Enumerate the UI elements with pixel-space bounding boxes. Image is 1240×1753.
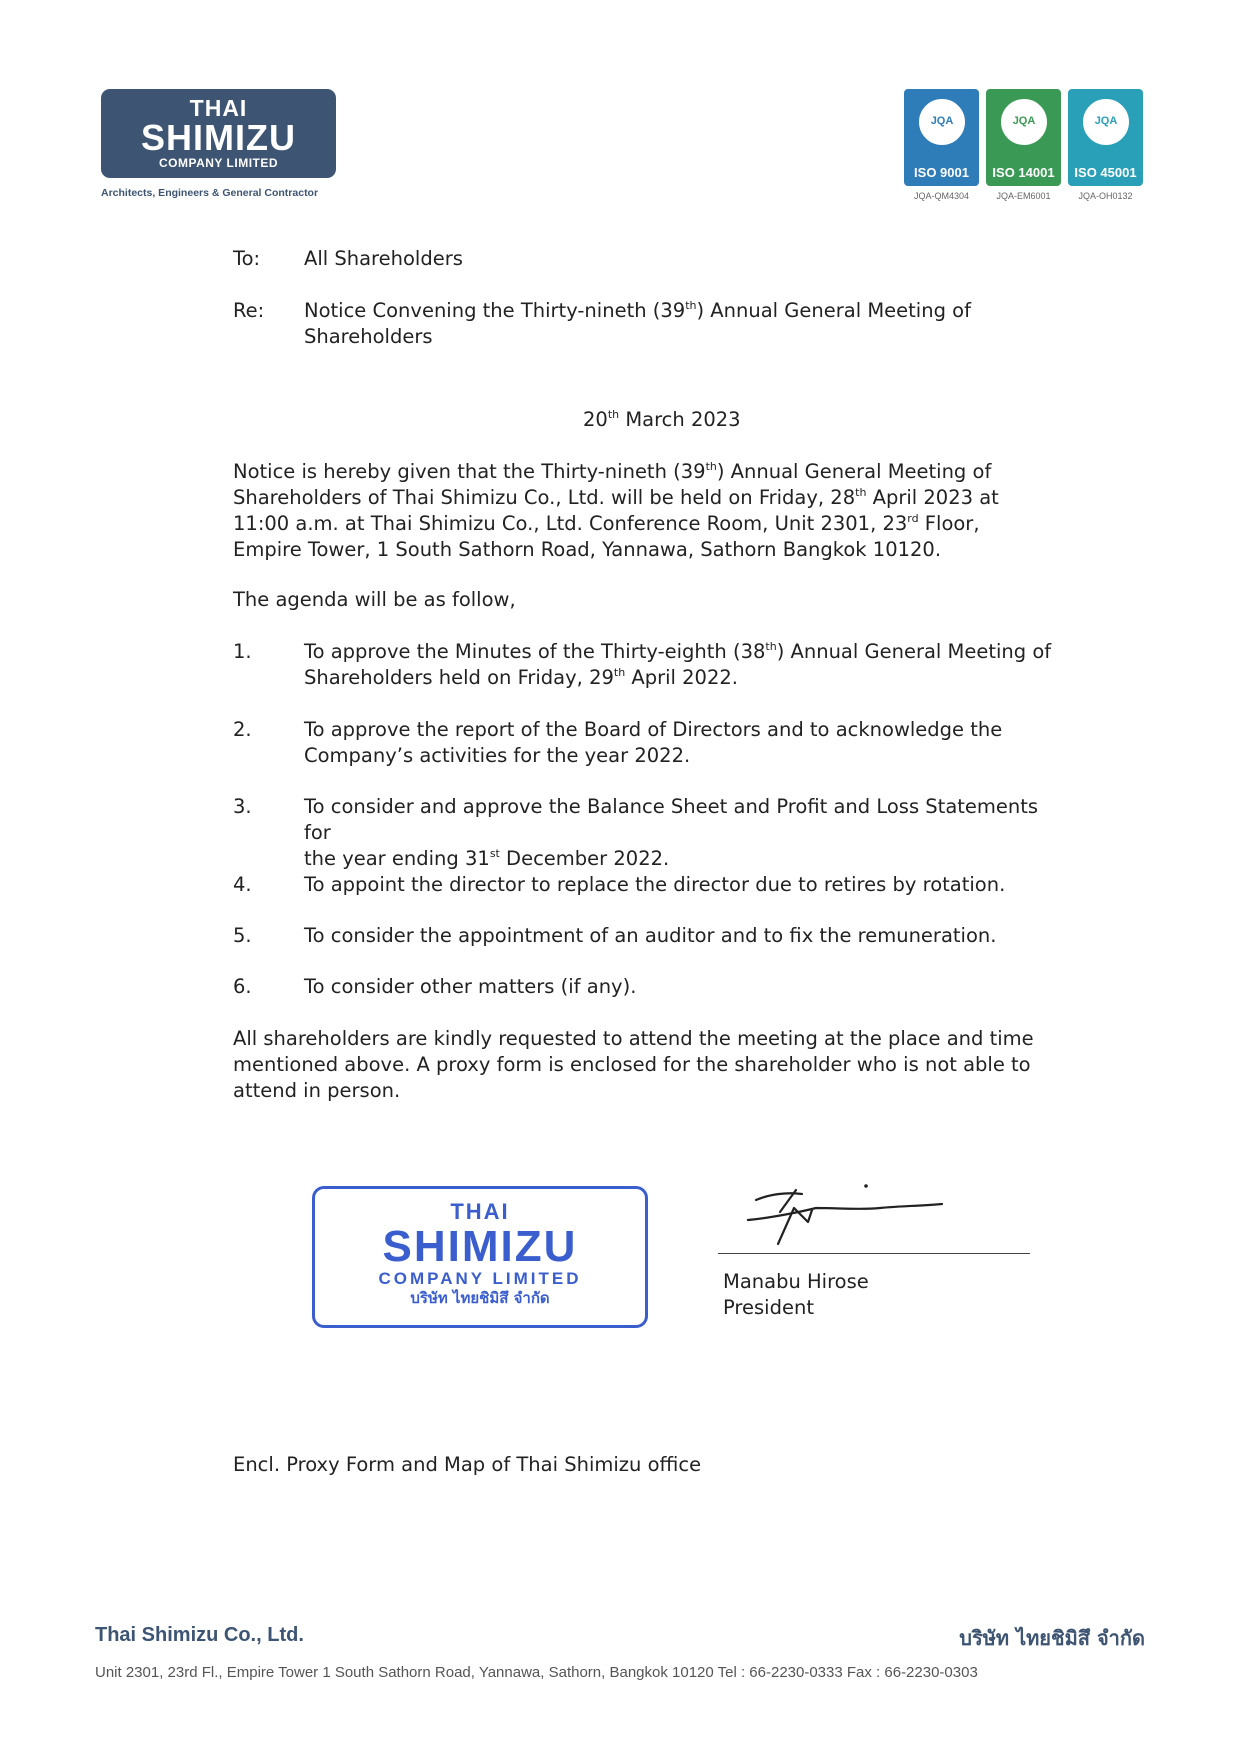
enclosure-note: Encl. Proxy Form and Map of Thai Shimizu office [233, 1453, 702, 1476]
company-stamp [312, 1186, 648, 1328]
agenda-number: 4. [233, 873, 252, 896]
agenda-number: 1. [233, 640, 252, 663]
footer-address: Unit 2301, 23rd Fl., Empire Tower 1 South Sathorn Road, Yannawa, Sathorn, Bangkok 10120 Tel : 66-2230-0333 Fax : 66-2230-0303 [95, 1664, 978, 1681]
iso-9001-badge [904, 89, 979, 186]
logo-company-text: COMPANY LIMITED [158, 156, 279, 170]
company-logo [101, 89, 336, 178]
to-label: To: [233, 247, 261, 270]
signatory-title: President [723, 1296, 814, 1319]
to-value: All Shareholders [304, 247, 463, 270]
footer-company-name: Thai Shimizu Co., Ltd. [95, 1624, 304, 1646]
badge-iso-label: ISO 9001 [914, 165, 969, 180]
re-subject: Notice Convening the Thirty-nineth (39th) Annual General Meeting of Shareholders [304, 299, 971, 348]
footer-company-thai: บริษัท ไทยชิมิสึ จำกัด [959, 1626, 1145, 1650]
letter-date: 20th March 2023 [583, 408, 741, 431]
agenda-item-2: To approve the report of the Board of Directors and to acknowledge the Company’s activities for the year 2022. [304, 718, 1003, 767]
agenda-number: 6. [233, 975, 252, 998]
stamp-shimizu-text: SHIMIZU [382, 1222, 578, 1271]
logo-shimizu-text: SHIMIZU [141, 117, 296, 158]
agenda-number: 3. [233, 795, 252, 818]
logo-thai-text: THAI [189, 95, 248, 121]
re-label: Re: [233, 299, 265, 322]
jqa-seal-icon: JQA [917, 97, 967, 147]
badge-code: JQA-OH0132 [1078, 191, 1133, 201]
stamp-company-text: COMPANY LIMITED [378, 1269, 582, 1288]
badge-iso-label: ISO 14001 [992, 165, 1055, 180]
jqa-seal-icon: JQA [1081, 97, 1131, 147]
stamp-thai-script: บริษัท ไทยชิมิสึ จำกัด [410, 1289, 550, 1307]
agenda-item-6: To consider other matters (if any). [304, 975, 637, 998]
notice-paragraph: Notice is hereby given that the Thirty-nineth (39th) Annual General Meeting of Shareholders of Thai Shimizu Co., Ltd. will be held on Friday, 28th April 2023 at 11:00 a.m. at Thai Shimizu Co., Ltd. Conference Room, Unit 2301, 23rd Floor, Empire Tower, 1 South Sathorn Road, Yannawa, Sathorn Bangkok 10120. [233, 460, 999, 561]
agenda-number: 2. [233, 718, 252, 741]
signatory-name: Manabu Hirose [723, 1270, 869, 1293]
agenda-number: 5. [233, 924, 252, 947]
agenda-item-1: To approve the Minutes of the Thirty-eighth (38th) Annual General Meeting of Shareholders held on Friday, 29th April 2022. [304, 640, 1052, 689]
agenda-item-5: To consider the appointment of an auditor and to fix the remuneration. [304, 924, 997, 947]
iso-45001-badge [1068, 89, 1143, 186]
agenda-item-3: To consider and approve the Balance Sheet and Profit and Loss Statements for the year ending 31st December 2022. [304, 795, 1039, 870]
iso-14001-badge [986, 89, 1061, 186]
signature-line [718, 1253, 1030, 1254]
badge-code: JQA-EM6001 [996, 191, 1051, 201]
agenda-item-4: To appoint the director to replace the director due to retires by rotation. [304, 873, 1006, 896]
badge-code: JQA-QM4304 [913, 191, 970, 201]
agenda-intro: The agenda will be as follow, [233, 588, 516, 611]
jqa-seal-icon: JQA [999, 97, 1049, 147]
stamp-thai-text: THAI [450, 1199, 510, 1224]
company-tagline: Architects, Engineers & General Contractor [101, 187, 319, 199]
badge-iso-label: ISO 45001 [1074, 165, 1137, 180]
closing-paragraph: All shareholders are kindly requested to attend the meeting at the place and time mentioned above. A proxy form is enclosed for the shareholder who is not able to attend in person. [233, 1027, 1034, 1102]
signature [730, 1172, 960, 1252]
